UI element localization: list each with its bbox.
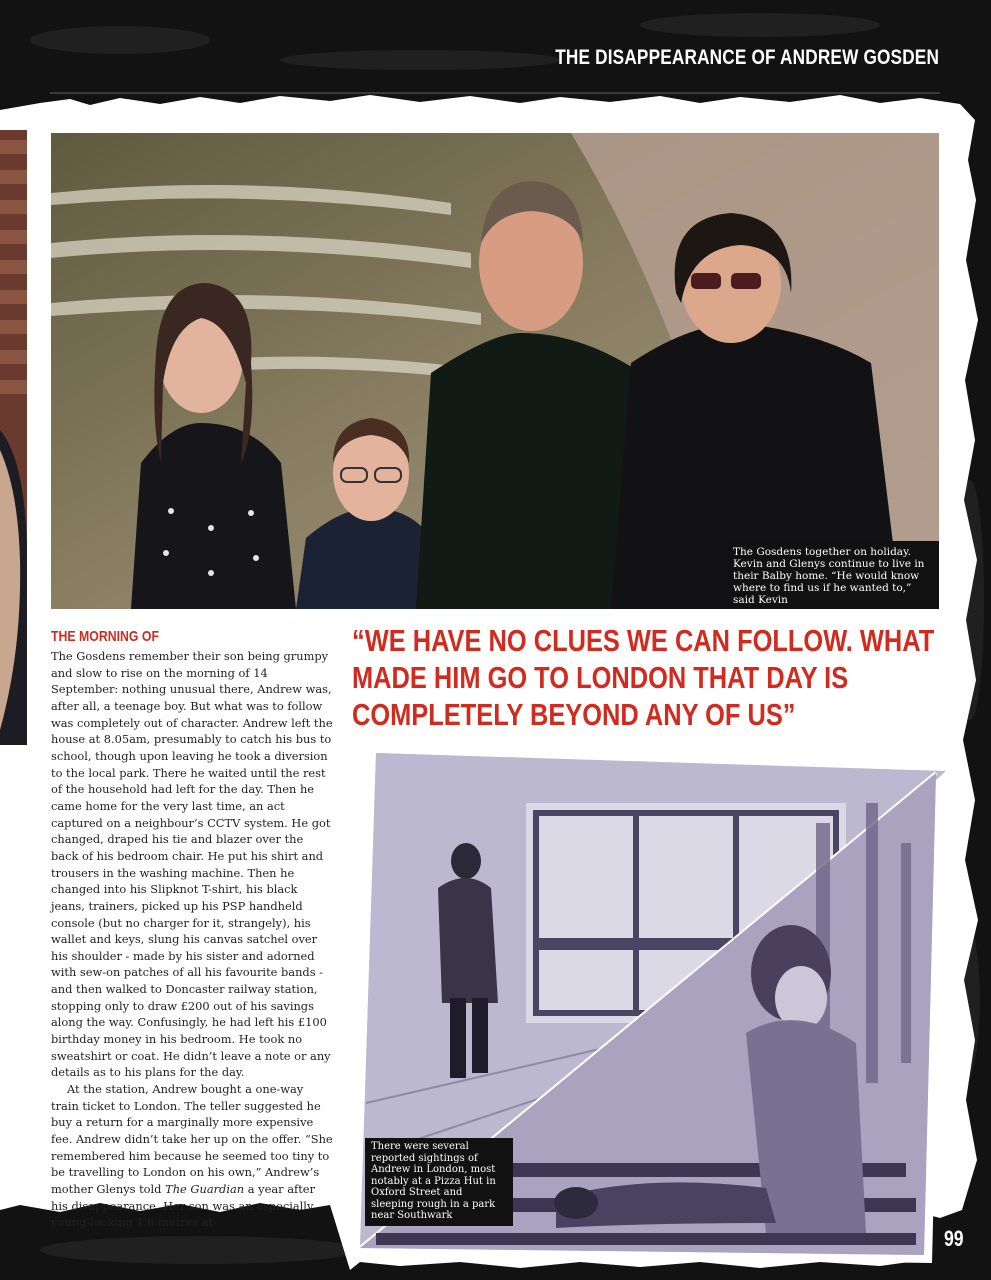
pull-quote-line-3: COMPLETELY BEYOND ANY OF US” xyxy=(352,697,796,732)
article-body xyxy=(51,648,333,1231)
pull-quote xyxy=(352,622,935,733)
photo-caption: The Gosdens together on holiday. Kevin and Glenys continue to live in their Balby home. “He would know where to find us if he wanted to,” said Kevin xyxy=(727,541,939,609)
pull-quote-line-1: “WE HAVE NO CLUES WE CAN FOLLOW. WHAT xyxy=(352,623,935,658)
family-photo xyxy=(51,133,939,609)
section-title: THE DISAPPEARANCE OF ANDREW GOSDEN xyxy=(555,46,939,69)
body-paragraph-2: At the station, Andrew bought a one-way train ticket to London. The teller suggested he buy a return for a marginally more expensive fee. Andrew didn’t take her up on the offer. “She remembered him because he seemed too tiny to be travelling to London on his own,” Andrew’s mother Glenys told The Guardian a year after his disappearance. Her son was an especially young-looking 1.6 metres at xyxy=(51,1082,333,1230)
family-photo-image xyxy=(51,133,939,609)
header-rule xyxy=(50,92,940,94)
body-paragraph-1: The Gosdens remember their son being grumpy and slow to rise on the morning of 14 September: nothing unusual there, Andrew was, after all, a teenage boy. But what was to follow was completely out of character. Andrew left the house at 8.05am, presumably to catch his bus to school, though upon leaving he took a diversion to the local park. There he waited until the rest of the household had left for the day. Then he came home for the very last time, an act captured on a neighbour’s CCTV system. He got changed, draped his tie and blazer over the back of his bedroom chair. He put his shirt and trousers in the washing machine. Then he changed into his Slipknot T-shirt, his black jeans, trainers, picked up his PSP handheld console (but no charger for it, strangely), his wallet and keys, slung his canvas satchel over his shoulder - made by his sister and adorned with sew-on patches of all his favourite bands - and then walked to Doncaster railway station, stopping only to draw £200 out of his savings along the way. Confusingly, he had left his £100 birthday money in his bedroom. He took no sweatshirt or coat. He didn’t leave a note or any details as to his plans for the day. xyxy=(51,649,333,1080)
pull-quote-line-2: MADE HIM GO TO LONDON THAT DAY IS xyxy=(352,660,849,695)
previous-page-image-edge xyxy=(0,130,27,745)
publication-name: The Guardian xyxy=(165,1182,245,1196)
subheading: THE MORNING OF xyxy=(51,628,159,645)
page-number: 99 xyxy=(944,1226,964,1251)
illustration-caption: There were several reported sightings of Andrew in London, most notably at a Pizza Hut in Oxford Street and sleeping rough in a park near Southwark xyxy=(365,1138,513,1226)
